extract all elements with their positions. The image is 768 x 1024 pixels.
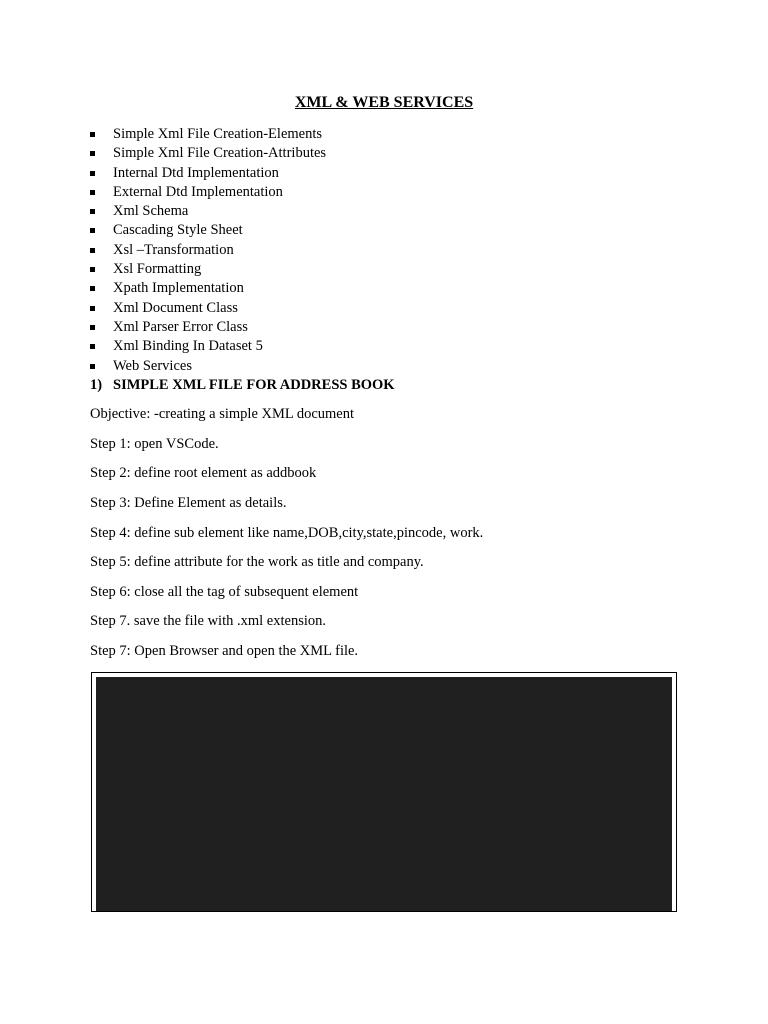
section-heading (90, 376, 395, 395)
dark-editor-image (96, 677, 672, 911)
list-item (90, 202, 326, 221)
list-item (90, 279, 326, 298)
square-bullet-icon (90, 248, 95, 253)
objective-text: Objective: -creating a simple XML document (90, 406, 355, 422)
step-text: Step 7. save the file with .xml extension. (90, 613, 326, 629)
list-item (90, 357, 326, 376)
topic-label: Simple Xml File Creation-Elements (113, 126, 323, 142)
square-bullet-icon (90, 286, 95, 291)
square-bullet-icon (90, 132, 95, 137)
topic-label: Internal Dtd Implementation (113, 164, 279, 181)
list-item (90, 183, 326, 202)
list-item (90, 164, 326, 183)
step-text: Step 4: define sub element like name,DOB,city,state,pincode, work. (90, 525, 484, 541)
topic-list (90, 125, 326, 376)
square-bullet-icon (90, 171, 95, 176)
square-bullet-icon (90, 151, 95, 156)
list-item (90, 125, 326, 144)
topic-label: Xsl Formatting (113, 261, 202, 278)
step-text: Step 5: define attribute for the work as title and company. (90, 554, 424, 570)
topic-label: Xml Parser Error Class (113, 318, 248, 335)
square-bullet-icon (90, 344, 95, 349)
topic-label: Simple Xml File Creation-Attributes (113, 145, 327, 162)
square-bullet-icon (90, 209, 95, 214)
list-item (90, 221, 326, 240)
list-item (90, 318, 326, 337)
topic-label: External Dtd Implementation (113, 183, 283, 200)
list-item (90, 337, 326, 356)
topic-label: Xml Schema (113, 203, 189, 220)
step-text: Step 1: open VSCode. (90, 436, 219, 452)
square-bullet-icon (90, 228, 95, 233)
topic-label: Xsl –Transformation (113, 241, 234, 258)
topic-label: Xpath Implementation (113, 280, 244, 297)
list-item (90, 144, 326, 163)
square-bullet-icon (90, 364, 95, 369)
topic-label: Web Services (113, 357, 192, 374)
list-item (90, 241, 326, 260)
step-text: Step 3: Define Element as details. (90, 495, 287, 511)
embedded-screenshot (91, 672, 677, 912)
topic-label: Xml Document Class (113, 299, 238, 316)
square-bullet-icon (90, 267, 95, 272)
topic-label: Xml Binding In Dataset 5 (113, 338, 263, 355)
list-item (90, 260, 326, 279)
step-text: Step 6: close all the tag of subsequent element (90, 584, 359, 600)
step-text: Step 2: define root element as addbook (90, 465, 317, 481)
square-bullet-icon (90, 190, 95, 195)
section-title: SIMPLE XML FILE FOR ADDRESS BOOK (113, 377, 395, 393)
list-item (90, 299, 326, 318)
page-title: XML & WEB SERVICES (294, 94, 474, 111)
square-bullet-icon (90, 306, 95, 311)
section-number: 1) (90, 377, 103, 393)
step-text: Step 7: Open Browser and open the XML file. (90, 643, 359, 659)
square-bullet-icon (90, 325, 95, 330)
topic-label: Cascading Style Sheet (113, 222, 243, 239)
